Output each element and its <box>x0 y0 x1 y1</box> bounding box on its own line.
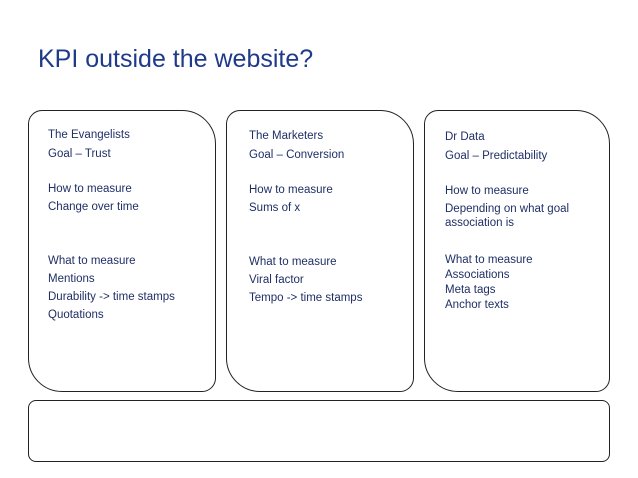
column-heading: The Evangelists <box>48 129 130 141</box>
what-to-measure-label: What to measure <box>445 254 533 266</box>
what-to-measure-label: What to measure <box>249 256 337 268</box>
column-card-evangelists <box>28 110 216 392</box>
how-to-measure-item: Sums of x <box>249 202 301 214</box>
what-to-measure-item: Meta tags <box>445 284 496 296</box>
bottom-summary-box <box>28 400 610 462</box>
slide-title: KPI outside the website? <box>38 45 314 73</box>
how-to-measure-label: How to measure <box>445 185 529 197</box>
column-heading: Dr Data <box>445 131 485 143</box>
column-goal: Goal – Predictability <box>445 150 548 162</box>
column-goal: Goal – Trust <box>48 148 111 160</box>
how-to-measure-label: How to measure <box>48 183 132 195</box>
how-to-measure-label: How to measure <box>249 184 333 196</box>
what-to-measure-label: What to measure <box>48 255 136 267</box>
column-card-dr-data <box>424 110 610 392</box>
what-to-measure-item: Durability -> time stamps <box>48 291 175 303</box>
what-to-measure-item: Mentions <box>48 273 95 285</box>
what-to-measure-item: Anchor texts <box>445 299 509 311</box>
what-to-measure-item: Tempo -> time stamps <box>249 292 363 304</box>
how-to-measure-item: Depending on what goal association is <box>445 203 570 229</box>
column-goal: Goal – Conversion <box>249 149 345 161</box>
what-to-measure-item: Associations <box>445 269 510 281</box>
column-card-marketers <box>226 110 414 392</box>
what-to-measure-item: Viral factor <box>249 274 304 286</box>
how-to-measure-item: Change over time <box>48 201 139 213</box>
what-to-measure-item: Quotations <box>48 309 104 321</box>
column-heading: The Marketers <box>249 130 324 142</box>
